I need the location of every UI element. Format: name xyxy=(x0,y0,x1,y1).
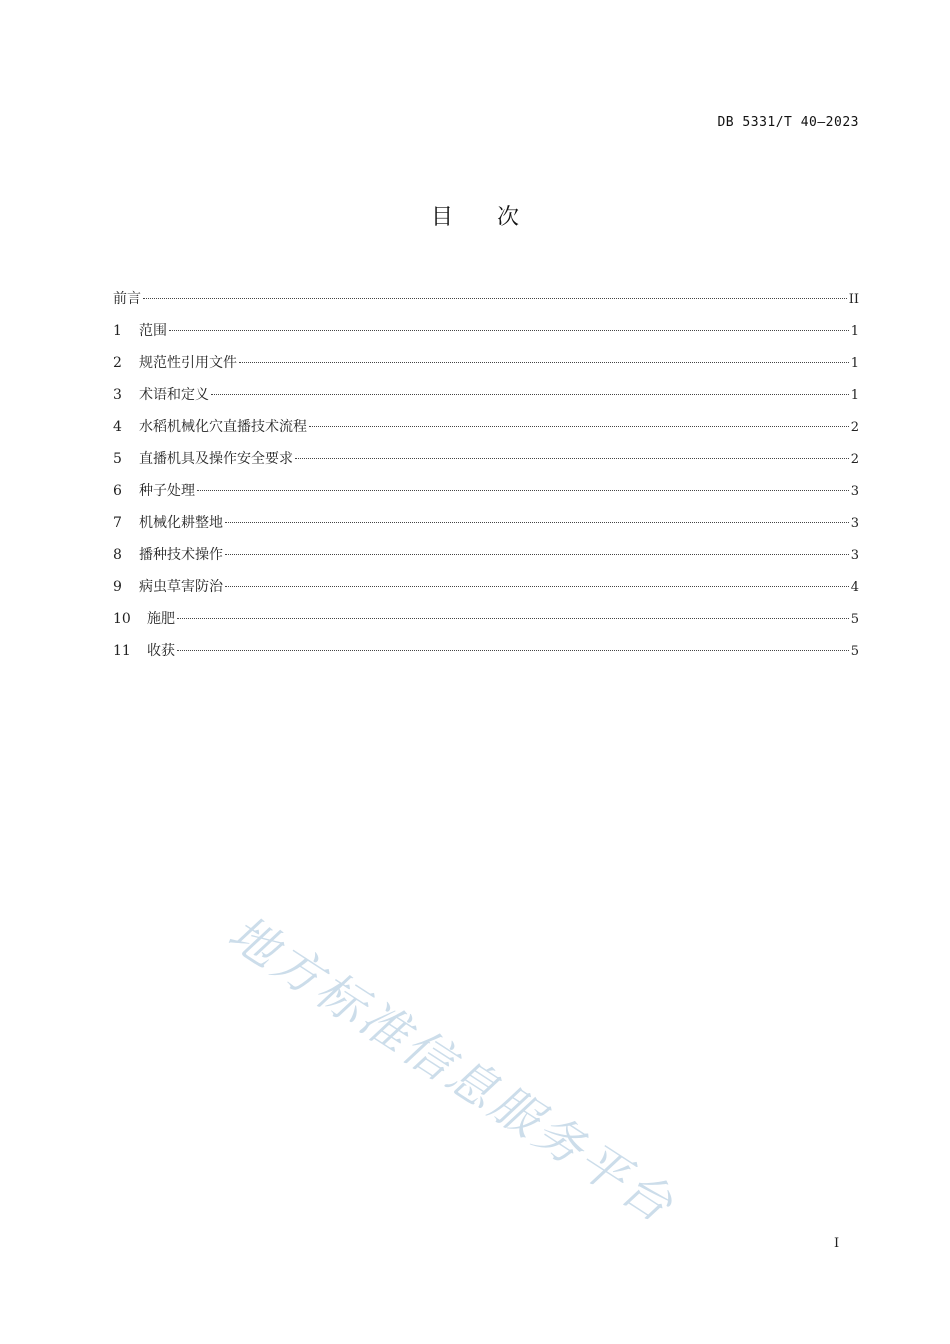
toc-dot-leader xyxy=(197,490,849,491)
toc-entry-page: 3 xyxy=(850,516,859,531)
toc-entry-1[interactable] xyxy=(113,319,859,351)
toc-entry-11[interactable] xyxy=(113,639,859,671)
toc-dot-leader xyxy=(169,330,849,331)
toc-entry-title: 种子处理 xyxy=(139,483,195,499)
toc-entry-number: 11 xyxy=(113,643,131,659)
toc-entry-page: 1 xyxy=(850,388,859,403)
toc-entry-number: 1 xyxy=(113,323,122,339)
toc-dot-leader xyxy=(309,426,849,427)
toc-entry-number: 4 xyxy=(113,419,122,435)
toc-entry-number: 3 xyxy=(113,387,122,403)
toc-entry-5[interactable] xyxy=(113,447,859,479)
toc-dot-leader xyxy=(177,618,849,619)
toc-entry-3[interactable] xyxy=(113,383,859,415)
toc-entry-8[interactable] xyxy=(113,543,859,575)
toc-entry-title: 播种技术操作 xyxy=(139,547,223,563)
toc-entry-page: II xyxy=(848,292,859,307)
toc-entry-title: 施肥 xyxy=(147,611,175,627)
document-code: DB 5331/T 40—2023 xyxy=(717,115,859,130)
toc-dot-leader xyxy=(225,522,849,523)
toc-entry-number: 10 xyxy=(113,611,131,627)
page-title xyxy=(0,200,950,231)
toc-entry-number: 6 xyxy=(113,483,122,499)
toc-dot-leader xyxy=(143,298,847,299)
toc-entry-number: 9 xyxy=(113,579,122,595)
toc-entry-title: 病虫草害防治 xyxy=(139,579,223,595)
toc-dot-leader xyxy=(225,586,849,587)
toc-entry-page: 1 xyxy=(850,324,859,339)
toc-entry-2[interactable] xyxy=(113,351,859,383)
title-char-2: 次 xyxy=(497,205,520,230)
toc-entry-page: 1 xyxy=(850,356,859,371)
toc-entry-number: 5 xyxy=(113,451,122,467)
toc-entry-page: 5 xyxy=(850,612,859,627)
title-char-1: 目 xyxy=(430,205,453,230)
page-number: I xyxy=(834,1236,840,1251)
toc-entry-title: 收获 xyxy=(147,643,175,659)
toc-entry-page: 3 xyxy=(850,548,859,563)
toc-entry-title: 机械化耕整地 xyxy=(139,515,223,531)
toc-entry-title: 范围 xyxy=(139,323,167,339)
toc-entry-6[interactable] xyxy=(113,479,859,511)
toc-entry-title: 前言 xyxy=(113,291,141,307)
toc-entry-9[interactable] xyxy=(113,575,859,607)
toc-entry-title: 术语和定义 xyxy=(139,387,209,403)
toc-entry-page: 2 xyxy=(850,452,859,467)
toc-entry-foreword[interactable] xyxy=(113,287,859,319)
toc-entry-number: 7 xyxy=(113,515,122,531)
toc-dot-leader xyxy=(177,650,849,651)
toc-entry-10[interactable] xyxy=(113,607,859,639)
toc-dot-leader xyxy=(211,394,849,395)
toc-dot-leader xyxy=(225,554,849,555)
toc-entry-page: 2 xyxy=(850,420,859,435)
toc-dot-leader xyxy=(239,362,849,363)
toc-entry-number: 2 xyxy=(113,355,122,371)
toc-entry-page: 3 xyxy=(850,484,859,499)
watermark: 地方标准信息服务平台 xyxy=(218,904,685,1235)
toc-dot-leader xyxy=(295,458,849,459)
toc-entry-page: 5 xyxy=(850,644,859,659)
table-of-contents xyxy=(113,287,859,671)
toc-entry-title: 直播机具及操作安全要求 xyxy=(139,451,293,467)
toc-entry-page: 4 xyxy=(850,580,859,595)
toc-entry-number: 8 xyxy=(113,547,122,563)
toc-entry-title: 水稻机械化穴直播技术流程 xyxy=(139,419,307,435)
toc-entry-title: 规范性引用文件 xyxy=(139,355,237,371)
toc-entry-7[interactable] xyxy=(113,511,859,543)
toc-entry-4[interactable] xyxy=(113,415,859,447)
